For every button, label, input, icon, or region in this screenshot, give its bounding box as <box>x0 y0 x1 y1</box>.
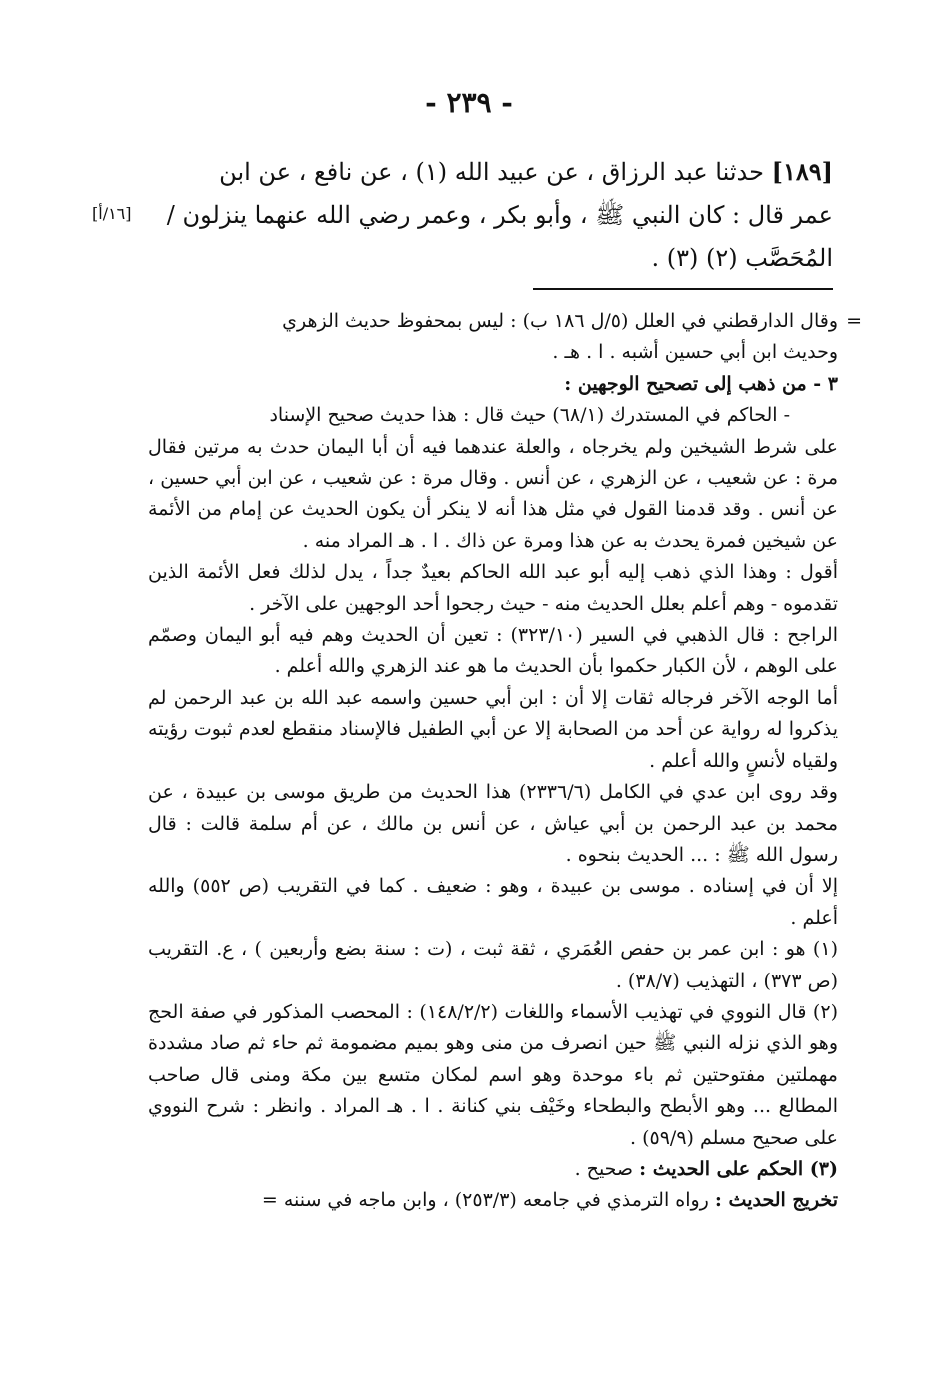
hadith-line-1-text: حدثنا عبد الرزاق ، عن عبيد الله (١) ، عن نافع ، عن ابن <box>219 158 764 186</box>
commentary-p10: إلا أن في إسناده . موسى بن عبيدة ، وهو : ضعيف . كما في التقريب (ص ٥٥٢) والله أعلم . <box>148 875 839 929</box>
commentary-p8: أما الوجه الآخر فرجاله ثقات إلا أن : ابن أبي حسين واسمه عبد الله بن عبد الرحمن لم يذكروا له رواية عن أحد من الصحابة إلا عن أبي الطفيل فالإسناد منقطع لعدم ثبوت رؤيته ولقياه لأنسٍ والله أعلم . <box>148 686 838 772</box>
takhrij-label: تخريج الحديث : <box>714 1189 838 1212</box>
commentary-p2: وحديث ابن أبي حسين أشبه . ا . هـ . <box>552 341 838 364</box>
commentary-p3: ٣ - من ذهب إلى تصحيح الوجهين : <box>564 372 838 395</box>
manuscript-folio-ref: [١٦/أ] <box>92 204 132 223</box>
commentary-p9: وقد روى ابن عدي في الكامل (٢٣٣٦/٦) هذا الحديث من طريق موسى بن عبيدة ، عن محمد بن عبد الرحمن بن أبي عياش ، عن أنس بن مالك ، عن أم سلمة قالت : قال رسول الله ﷺ : ... الحديث بنحوه . <box>148 781 838 866</box>
commentary-p7: الراجح : قال الذهبي في السير (٣٢٣/١٠) : تعين أن الحديث وهم فيه أبو اليمان وصمّم على الوهم ، لأن الكبار حكموا بأن الحديث ما هو عند الزهري والله أعلم . <box>148 624 838 678</box>
hadith-number: [١٨٩] <box>771 157 833 186</box>
hadith-line-2: عمر قال : كان النبي ﷺ ، وأبو بكر ، وعمر رضي الله عنهما ينزلون / <box>166 201 833 229</box>
commentary-p6: أقول : وهذا الذي ذهب إليه أبو عبد الله الحاكم بعيدٌ جداً ، يدل لذلك فعل الأئمة الذين تقدموه - وهم أعلم بعلل الحديث منه - حيث رجحوا أحد الوجهين على الآخر . <box>148 561 838 615</box>
commentary-p5: على شرط الشيخين ولم يخرجاه ، والعلة عندهما فيه أن أبا اليمان حدث به مرتين فقال مرة : عن شعيب ، عن الزهري ، عن أنس . وقال مرة : عن شعيب ، عن ابن أبي حسين ، عن أنس . وقد قدمنا القول في مثل هذا أنه لا ينكر أن يكون الحديث عن إمام من الأئمة عن شيخين فمرة يحدث به عن هذا ومرة عن ذاك . ا . هـ المراد منه . <box>148 435 838 552</box>
takhrij <box>148 1185 838 1216</box>
commentary-p4: - الحاكم في المستدرك (٦٨/١) حيث قال : هذا حديث صحيح الإسناد <box>269 404 790 427</box>
page-number: - ٢٣٩ - <box>425 86 513 119</box>
commentary-p1: وقال الدارقطني في العلل (٥/ل ١٨٦ ب) : ليس بمحفوظ حديث الزهري <box>282 310 838 332</box>
footnotes-area <box>148 306 862 1217</box>
takhrij-value: رواه الترمذي في جامعه (٢٥٣/٣) ، وابن ماجه في سننه = <box>261 1189 709 1212</box>
hadith-line-1 <box>153 150 833 194</box>
footnote-divider <box>533 288 833 290</box>
footnote-3-label: (٣) الحكم على الحديث : <box>639 1157 838 1180</box>
continuation-marker: = <box>846 310 862 332</box>
footnote-1: (١) هو : ابن عمر بن حفص العُمَري ، ثقة ثبت ، (ت : سنة بضع وأربعين ) ، ع. التقريب (ص ٣٧٣) ، التهذيب (٣٨/٧) . <box>148 938 838 992</box>
footnote-3-value: صحيح . <box>574 1157 634 1180</box>
footnote-3 <box>148 1154 838 1185</box>
footnote-2: (٢) قال النووي في تهذيب الأسماء واللغات (١٤٨/٢/٢) : المحصب المذكور في صفة الحج وهو الذي نزله النبي ﷺ حين انصرف من منى وهو بميم مضمومة ثم حاء ثم صاد مشددة مهملتين مفتوحتين ثم باء موحدة وهو اسم لمكان متسع بين مكة ومنى قال صاحب المطالع ... وهو الأبطح والبطحاء وخَيْف بني كنانة . ا . هـ المراد . وانظر : شرح النووي على صحيح مسلم (٥٩/٩) . <box>148 1000 838 1149</box>
hadith-line-3: المُحَصَّب (٢) (٣) . <box>651 244 833 272</box>
hadith-text <box>153 150 833 280</box>
